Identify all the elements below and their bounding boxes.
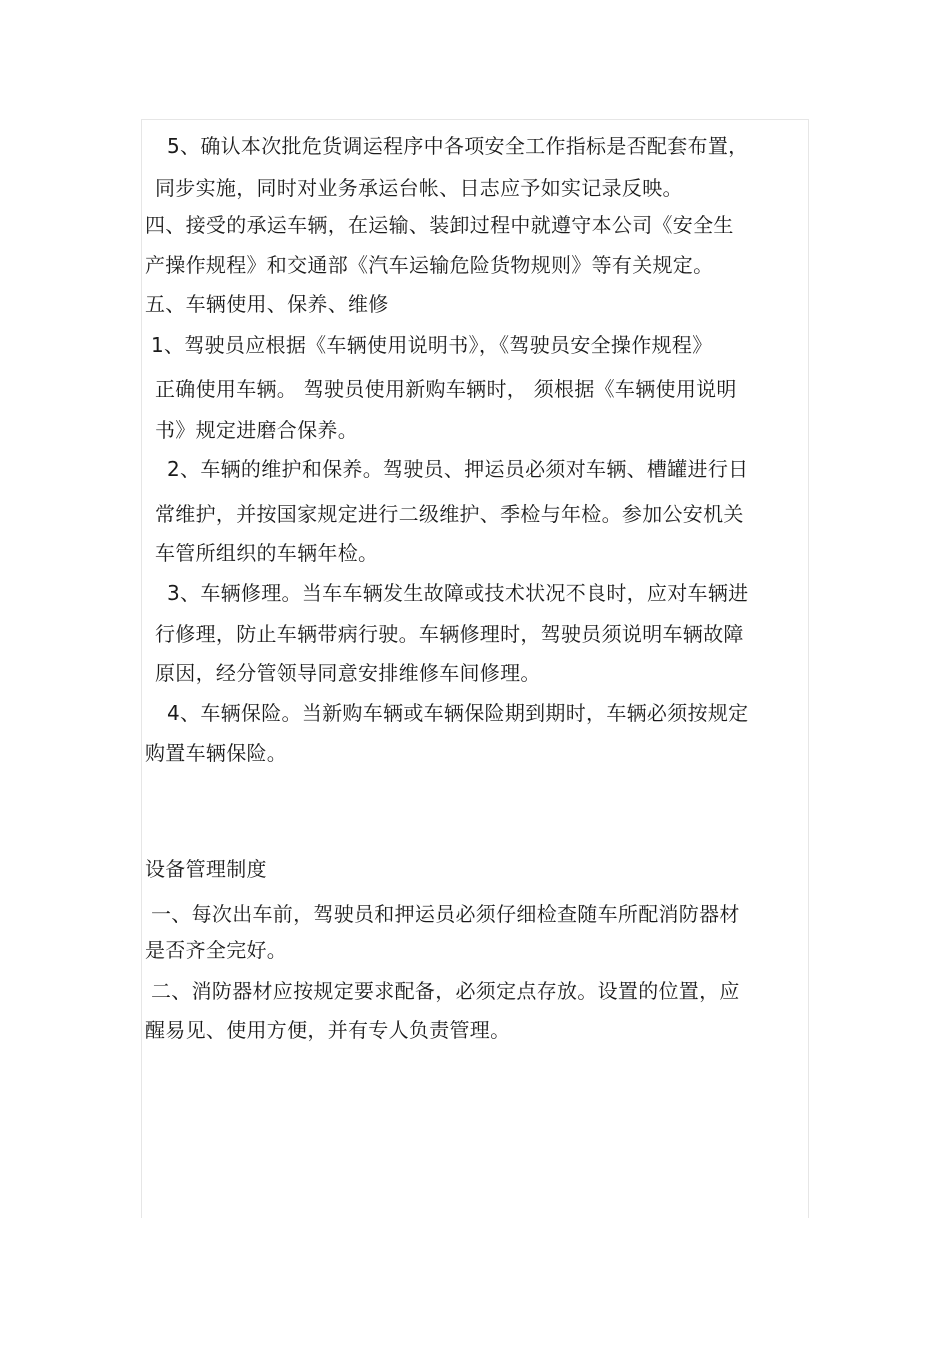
- text-line-9: 2、车辆的维护和保养。驾驶员、押运员必须对车辆、槽罐进行日: [167, 457, 749, 481]
- text-line-21: 醒易见、使用方便，并有专人负责管理。: [145, 1018, 511, 1042]
- text-line-6: 1、驾驶员应根据《车辆使用说明书》，《驾驶员安全操作规程》: [151, 333, 713, 357]
- text-line-12: 3、车辆修理。当车车辆发生故障或技术状况不良时，应对车辆进: [167, 581, 749, 605]
- text-line-11: 车管所组织的车辆年检。: [155, 541, 379, 565]
- text-line-13: 行修理，防止车辆带病行驶。车辆修理时，驾驶员须说明车辆故障: [155, 622, 744, 646]
- text-line-2: 同步实施，同时对业务承运台帐、日志应予如实记录反映。: [155, 176, 683, 200]
- text-line-7: 正确使用车辆。 驾驶员使用新购车辆时， 须根据《车辆使用说明: [155, 377, 737, 401]
- text-line-4: 产操作规程》和交通部《汽车运输危险货物规则》等有关规定。: [145, 253, 714, 277]
- section-heading-vehicle: 五、车辆使用、保养、维修: [145, 292, 389, 316]
- text-line-20: 二、消防器材应按规定要求配备，必须定点存放。设置的位置，应: [151, 979, 740, 1003]
- text-line-8: 书》规定进磨合保养。: [155, 418, 358, 442]
- text-line-16: 购置车辆保险。: [145, 741, 288, 765]
- text-line-19: 是否齐全完好。: [145, 938, 288, 962]
- section-heading-equipment: 设备管理制度: [145, 857, 267, 881]
- text-line-1: 5、确认本次批危货调运程序中各项安全工作指标是否配套布置，: [167, 134, 749, 158]
- text-line-3: 四、接受的承运车辆，在运输、装卸过程中就遵守本公司《安全生: [145, 213, 734, 237]
- text-line-10: 常维护，并按国家规定进行二级维护、季检与年检。参加公安机关: [155, 502, 744, 526]
- text-line-14: 原因，经分管领导同意安排维修车间修理。: [155, 661, 541, 685]
- text-line-18: 一、每次出车前，驾驶员和押运员必须仔细检查随车所配消防器材: [151, 902, 740, 926]
- text-line-15: 4、车辆保险。当新购车辆或车辆保险期到期时，车辆必须按规定: [167, 701, 749, 725]
